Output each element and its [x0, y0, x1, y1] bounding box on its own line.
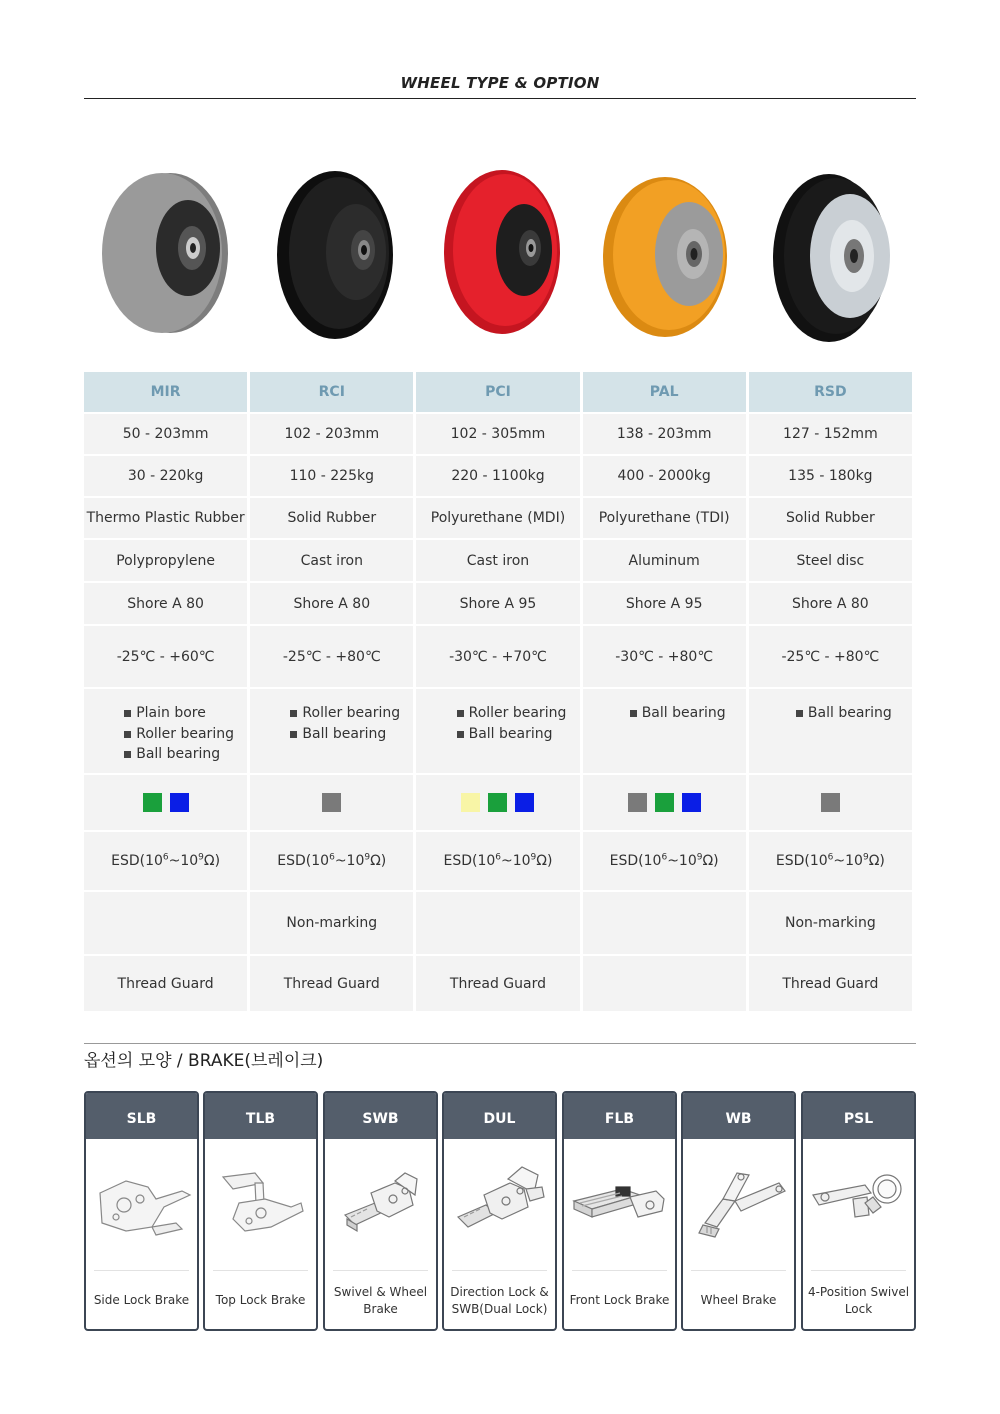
bearing-cell — [84, 689, 247, 773]
page-title: WHEEL TYPE & OPTION — [400, 74, 600, 92]
column-header: MIR — [84, 372, 247, 412]
esd-cell — [84, 832, 247, 890]
load-cell: 30 - 220kg — [84, 456, 247, 496]
bearing-item: Plain bore — [124, 703, 234, 724]
non-marking-cell — [583, 892, 746, 954]
brake-code: SLB — [86, 1093, 197, 1139]
column-header: RSD — [749, 372, 912, 412]
card-divider — [691, 1270, 786, 1271]
esd-prefix: ESD(10 — [443, 853, 496, 869]
esd-suffix: Ω) — [203, 853, 221, 869]
esd-exponent-high: 9 — [696, 852, 703, 863]
table-row-size — [84, 414, 912, 454]
card-divider — [94, 1270, 189, 1271]
esd-mid: ~10 — [168, 853, 199, 869]
color-options-cell — [84, 775, 247, 830]
wheel-image-mir — [84, 160, 251, 360]
size-cell: 127 - 152mm — [749, 414, 912, 454]
bearing-item: Ball bearing — [630, 703, 726, 724]
side-lock-brake-illustration — [86, 1143, 197, 1268]
esd-prefix: ESD(10 — [277, 853, 330, 869]
temperature-cell: -30℃ - +80℃ — [583, 626, 746, 687]
esd-mid: ~10 — [501, 853, 531, 869]
table-row-bearing — [84, 689, 912, 773]
esd-exponent-high: 9 — [198, 852, 204, 863]
esd-exponent-low: 6 — [162, 852, 169, 863]
brake-code: WB — [683, 1093, 794, 1139]
brake-caption: Top Lock Brake — [215, 1293, 306, 1307]
tread-cell: Polyurethane (TDI) — [583, 498, 746, 538]
size-cell: 102 - 203mm — [250, 414, 413, 454]
table-row-non-marking — [84, 892, 912, 954]
table-row-colors — [84, 775, 912, 830]
brake-code: TLB — [205, 1093, 316, 1139]
brake-card-swb — [323, 1091, 438, 1331]
thread-guard-cell: Thread Guard — [250, 956, 413, 1011]
brake-card-psl — [801, 1091, 916, 1331]
hardness-cell: Shore A 95 — [583, 583, 746, 624]
table-header-row — [84, 372, 912, 412]
load-cell: 400 - 2000kg — [583, 456, 746, 496]
bearing-cell — [416, 689, 579, 773]
table-row-thread-guard — [84, 956, 912, 1011]
temperature-cell: -25℃ - +60℃ — [84, 626, 247, 687]
brake-code: DUL — [444, 1093, 555, 1139]
wheel-spec-table — [81, 370, 915, 1013]
brake-card-wb — [681, 1091, 796, 1331]
hub-cell: Cast iron — [416, 540, 579, 581]
tread-cell: Solid Rubber — [250, 498, 413, 538]
bearing-list — [630, 703, 726, 724]
size-cell: 102 - 305mm — [416, 414, 579, 454]
esd-mid: ~10 — [833, 853, 863, 869]
swivel-wheel-brake-illustration — [325, 1143, 436, 1268]
column-header: PCI — [416, 372, 579, 412]
color-swatch — [655, 793, 674, 812]
brake-caption: Wheel Brake — [700, 1293, 777, 1307]
swivel-lock-illustration — [803, 1143, 914, 1268]
load-cell: 110 - 225kg — [250, 456, 413, 496]
card-divider — [333, 1270, 428, 1271]
thread-guard-cell — [583, 956, 746, 1011]
esd-exponent-high: 9 — [364, 852, 371, 863]
wheel-image-pal — [585, 160, 752, 360]
esd-exponent-low: 6 — [827, 852, 834, 863]
esd-exponent-high: 9 — [530, 852, 537, 863]
esd-suffix: Ω) — [702, 853, 719, 869]
temperature-cell: -25℃ - +80℃ — [749, 626, 912, 687]
hardness-cell: Shore A 80 — [84, 583, 247, 624]
card-divider — [811, 1270, 906, 1271]
bearing-item: Ball bearing — [457, 724, 567, 745]
bearing-list — [124, 703, 234, 765]
top-lock-brake-illustration — [205, 1143, 316, 1268]
tread-cell: Thermo Plastic Rubber — [84, 498, 247, 538]
hub-cell: Steel disc — [749, 540, 912, 581]
table-row-tread — [84, 498, 912, 538]
esd-suffix: Ω) — [536, 853, 553, 869]
thread-guard-cell: Thread Guard — [749, 956, 912, 1011]
load-cell: 220 - 1100kg — [416, 456, 579, 496]
brake-options — [84, 1091, 918, 1334]
bearing-item: Ball bearing — [290, 724, 400, 745]
brake-caption: Side Lock Brake — [93, 1293, 190, 1307]
bearing-list — [457, 703, 567, 744]
card-divider — [213, 1270, 308, 1271]
load-cell: 135 - 180kg — [749, 456, 912, 496]
bearing-item: Ball bearing — [124, 744, 234, 765]
esd-exponent-low: 6 — [661, 852, 668, 863]
temperature-cell: -25℃ - +80℃ — [250, 626, 413, 687]
brake-section-title: 옵션의 모양 / BRAKE(브레이크) — [84, 1051, 324, 1071]
size-cell: 50 - 203mm — [84, 414, 247, 454]
column-header: PAL — [583, 372, 746, 412]
esd-prefix: ESD(10 — [111, 853, 163, 869]
column-header: RCI — [250, 372, 413, 412]
brake-caption: 4-Position Swivel Lock — [807, 1284, 910, 1316]
esd-suffix: Ω) — [868, 853, 885, 869]
color-swatch — [628, 793, 647, 812]
table-row-esd — [84, 832, 912, 890]
front-lock-brake-illustration — [564, 1143, 675, 1268]
table-row-hub — [84, 540, 912, 581]
non-marking-cell: Non-marking — [749, 892, 912, 954]
brake-card-tlb — [203, 1091, 318, 1331]
bearing-item: Roller bearing — [290, 703, 400, 724]
thread-guard-cell: Thread Guard — [416, 956, 579, 1011]
esd-cell — [250, 832, 413, 890]
wheel-image-rsd — [752, 160, 919, 360]
esd-cell — [583, 832, 746, 890]
table-row-temperature — [84, 626, 912, 687]
table-row-hardness — [84, 583, 912, 624]
esd-exponent-low: 6 — [329, 852, 335, 863]
temperature-cell: -30℃ - +70℃ — [416, 626, 579, 687]
color-options-cell — [416, 775, 579, 830]
hub-cell: Aluminum — [583, 540, 746, 581]
dual-lock-illustration — [444, 1143, 555, 1268]
title-divider — [84, 98, 916, 99]
color-swatch — [461, 793, 480, 812]
hardness-cell: Shore A 80 — [749, 583, 912, 624]
brake-code: SWB — [325, 1093, 436, 1139]
esd-mid: ~10 — [667, 853, 697, 869]
hub-cell: Polypropylene — [84, 540, 247, 581]
wheel-image-rci — [251, 160, 418, 360]
thread-guard-cell: Thread Guard — [84, 956, 247, 1011]
hardness-cell: Shore A 80 — [250, 583, 413, 624]
color-swatch — [682, 793, 701, 812]
esd-suffix: Ω) — [370, 853, 387, 869]
bearing-list — [290, 703, 400, 744]
color-options-cell — [749, 775, 912, 830]
bearing-cell — [250, 689, 413, 773]
hub-cell: Cast iron — [250, 540, 413, 581]
brake-caption: Direction Lock & SWB(Dual Lock) — [450, 1284, 549, 1316]
color-options-cell — [583, 775, 746, 830]
color-swatch — [515, 793, 534, 812]
esd-prefix: ESD(10 — [775, 853, 828, 869]
tread-cell: Polyurethane (MDI) — [416, 498, 579, 538]
section-divider — [84, 1043, 916, 1044]
esd-cell — [749, 832, 912, 890]
non-marking-cell: Non-marking — [250, 892, 413, 954]
card-divider — [572, 1270, 667, 1271]
card-divider — [452, 1270, 547, 1271]
bearing-item: Ball bearing — [796, 703, 892, 724]
esd-exponent-high: 9 — [862, 852, 869, 863]
wheel-photo-row — [84, 160, 918, 360]
non-marking-cell — [416, 892, 579, 954]
wheel-image-pci — [418, 160, 585, 360]
color-swatch — [488, 793, 507, 812]
esd-mid: ~10 — [334, 853, 365, 869]
bearing-cell — [749, 689, 912, 773]
brake-card-flb — [562, 1091, 677, 1331]
bearing-list — [796, 703, 892, 724]
brake-caption: Swivel & Wheel Brake — [333, 1284, 428, 1316]
wheel-brake-illustration — [683, 1143, 794, 1268]
bearing-cell — [583, 689, 746, 773]
color-swatch — [143, 793, 162, 812]
bearing-item: Roller bearing — [124, 724, 234, 745]
brake-card-slb — [84, 1091, 199, 1331]
color-swatch — [821, 793, 840, 812]
brake-code: PSL — [803, 1093, 914, 1139]
brake-code: FLB — [564, 1093, 675, 1139]
non-marking-cell — [84, 892, 247, 954]
color-swatch — [170, 793, 189, 812]
esd-prefix: ESD(10 — [609, 853, 662, 869]
brake-card-dul — [442, 1091, 557, 1331]
color-options-cell — [250, 775, 413, 830]
esd-cell — [416, 832, 579, 890]
color-swatch — [322, 793, 341, 812]
hardness-cell: Shore A 95 — [416, 583, 579, 624]
esd-exponent-low: 6 — [495, 852, 501, 863]
brake-caption: Front Lock Brake — [569, 1293, 670, 1307]
tread-cell: Solid Rubber — [749, 498, 912, 538]
size-cell: 138 - 203mm — [583, 414, 746, 454]
bearing-item: Roller bearing — [457, 703, 567, 724]
table-row-load — [84, 456, 912, 496]
